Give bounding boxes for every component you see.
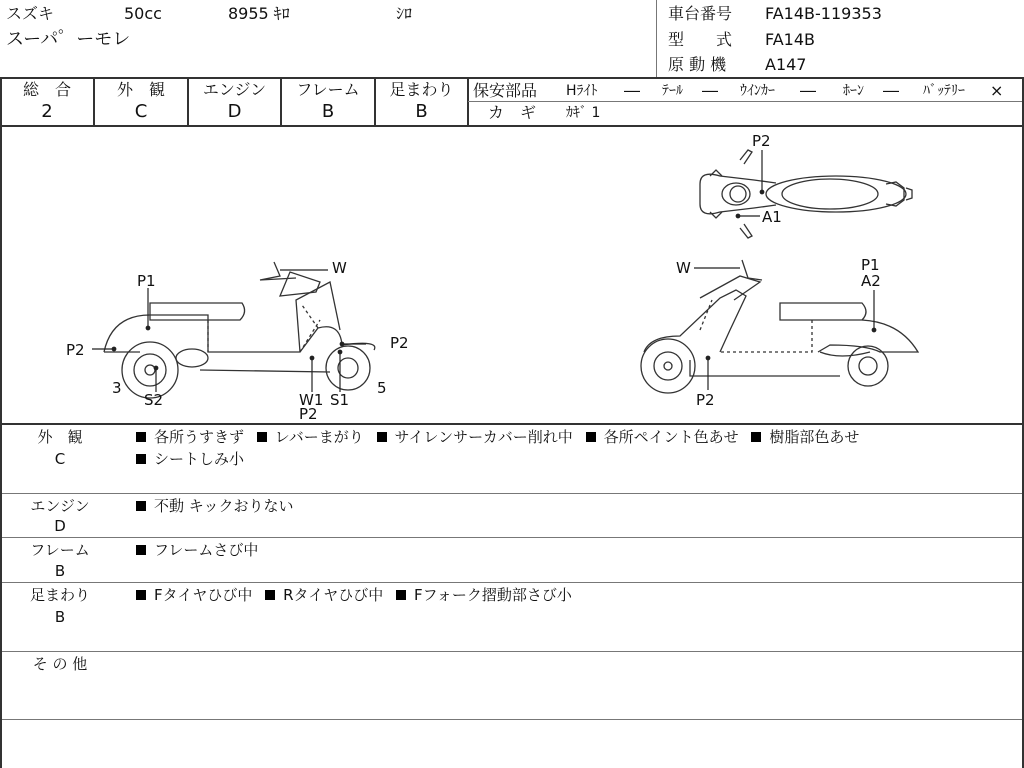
safety-item-tail: ﾃｰﾙ <box>662 83 683 99</box>
bullet-square <box>136 590 146 600</box>
mileage: 8955 ｷﾛ <box>228 4 290 23</box>
diagram-label: W <box>332 259 347 277</box>
diagram-label: A1 <box>762 208 782 226</box>
diagram-label: P2 <box>696 391 715 409</box>
divider <box>0 582 1024 583</box>
divider <box>0 493 1024 494</box>
grade-value-exterior: C <box>134 101 148 122</box>
maker: スズキ <box>6 4 55 23</box>
divider <box>0 719 1024 720</box>
engine-value: A147 <box>765 55 807 74</box>
bullet-square <box>377 432 387 442</box>
grade-value-suspension: B <box>415 101 428 122</box>
section-line: 不動 キックおりない <box>128 495 293 517</box>
divider <box>0 77 1024 79</box>
divider <box>467 78 469 126</box>
section-line: シートしみ小 <box>128 448 244 470</box>
grade-label-overall: 総 合 <box>22 80 71 99</box>
bullet-square <box>136 454 146 464</box>
diagram-label: 3 <box>112 379 122 397</box>
diagram-label: S2 <box>144 391 164 409</box>
section-label: フレーム <box>30 541 90 559</box>
bullet-square <box>586 432 596 442</box>
frame-no-label: 車台番号 <box>668 4 733 23</box>
divider <box>280 78 282 126</box>
damage-diagram <box>0 127 1024 424</box>
section-grade: B <box>54 562 66 580</box>
diagram-label: P2 <box>299 405 318 423</box>
bullet-square <box>751 432 761 442</box>
frame-border <box>0 78 2 768</box>
safety-status-winker: ― <box>800 81 816 100</box>
bullet-square <box>136 501 146 511</box>
diagram-label: S1 <box>330 391 350 409</box>
key-label: カ ギ <box>488 103 537 122</box>
safety-label: 保安部品 <box>473 81 538 100</box>
divider <box>468 101 1024 102</box>
diagram-label: P2 <box>390 334 409 352</box>
safety-item-horn: ﾎｰﾝ <box>843 83 864 99</box>
safety-item-winker: ｳｲﾝｶｰ <box>740 83 775 99</box>
bullet-square <box>257 432 267 442</box>
safety-status-horn: ― <box>883 81 899 100</box>
diagram-label: W <box>676 259 691 277</box>
diagram-label: A2 <box>861 272 881 290</box>
color: ｼﾛ <box>396 4 413 23</box>
section-label: エンジン <box>30 497 90 515</box>
divider <box>187 78 189 126</box>
section-line: 各所うすきず レバーまがり サイレンサーカバー削れ中 各所ペイント色あせ 樹脂部色あせ <box>128 426 859 448</box>
section-label: 外 観 <box>37 428 83 446</box>
model-name: スーパ゜ーモレ <box>6 29 131 50</box>
grade-value-engine: D <box>227 101 242 122</box>
divider <box>93 78 95 126</box>
safety-status-tail: ― <box>702 81 718 100</box>
divider <box>0 537 1024 538</box>
bullet-square <box>396 590 406 600</box>
grade-label-suspension: 足まわり <box>389 80 454 99</box>
section-label: そ の 他 <box>32 655 88 673</box>
section-grade: D <box>54 517 66 535</box>
grade-label-exterior: 外 観 <box>116 80 165 99</box>
safety-status-battery: × <box>990 81 1004 100</box>
engine-label: 原 動 機 <box>668 55 727 74</box>
diagram-label: P1 <box>861 256 880 274</box>
diagram-label: P2 <box>66 341 85 359</box>
grade-label-frame: フレーム <box>296 80 360 99</box>
safety-item-headlight: Hﾗｲﾄ <box>566 83 598 99</box>
displacement: 50cc <box>124 4 162 23</box>
grade-label-engine: エンジン <box>202 80 267 99</box>
section-line: Fタイヤひび中 Rタイヤひび中 Fフォーク摺動部さび小 <box>128 584 572 606</box>
divider <box>374 78 376 126</box>
section-grade: B <box>54 608 66 626</box>
safety-status-headlight: ― <box>624 81 640 100</box>
grade-value-overall: 2 <box>41 101 53 122</box>
scooter-top-view <box>700 150 912 238</box>
key-value: ｶｷﾞ 1 <box>566 105 601 121</box>
grade-value-frame: B <box>321 101 335 122</box>
divider <box>0 423 1024 425</box>
diagram-label: 5 <box>377 379 387 397</box>
frame-no-value: FA14B-119353 <box>765 4 882 23</box>
bullet-square <box>265 590 275 600</box>
bullet-square <box>136 432 146 442</box>
bullet-square <box>136 545 146 555</box>
section-line: フレームさび中 <box>128 539 258 561</box>
section-label: 足まわり <box>29 586 90 604</box>
type-value: FA14B <box>765 30 816 49</box>
type-label: 型 式 <box>668 30 733 49</box>
diagram-label: P1 <box>137 272 156 290</box>
section-grade: C <box>54 450 66 468</box>
divider <box>656 0 657 78</box>
divider <box>0 651 1024 652</box>
safety-item-battery: ﾊﾞｯﾃﾘｰ <box>923 83 965 99</box>
diagram-label: P2 <box>752 132 771 150</box>
diagram-label: W1 <box>299 391 324 409</box>
